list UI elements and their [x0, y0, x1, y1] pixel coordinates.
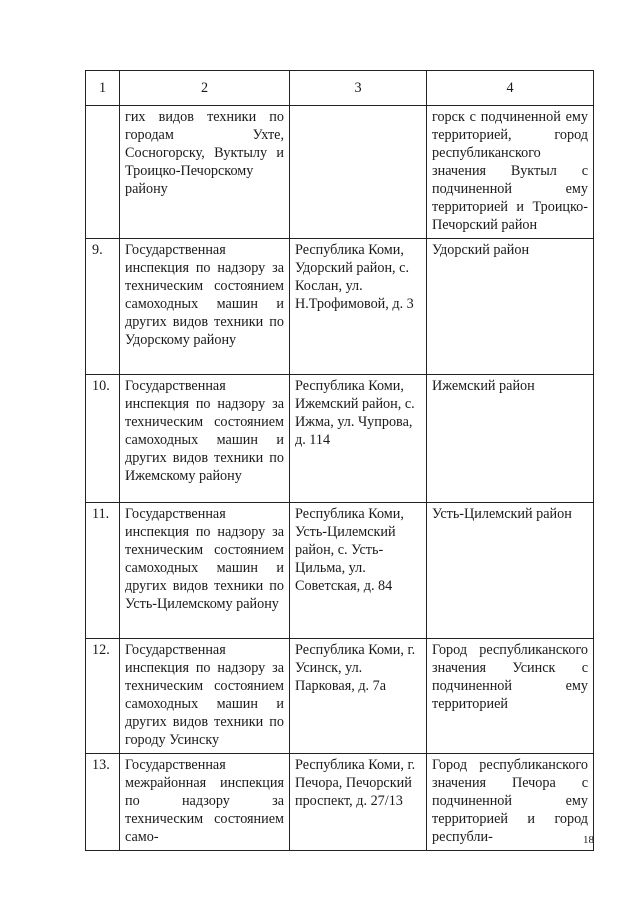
- agencies-table: [85, 70, 594, 851]
- cell-num: 10.: [86, 375, 120, 503]
- cell-num: [86, 106, 120, 239]
- cell-name: Государственная межрайонная инспекция по надзору за техническим состоянием само-: [120, 754, 290, 851]
- table-row: [86, 375, 594, 503]
- table-row: [86, 503, 594, 639]
- table-row: [86, 239, 594, 375]
- table-row: [86, 639, 594, 754]
- cell-area: горск с подчиненной ему территорией, город республиканского значения Вуктыл с подчиненной ему территорией и Троицко-Печорский район: [427, 106, 594, 239]
- cell-address: Республика Коми, Ижемский район, с. Ижма, ул. Чупрова, д. 114: [290, 375, 427, 503]
- cell-num: 9.: [86, 239, 120, 375]
- page-number: 18: [583, 834, 594, 846]
- cell-area: Усть-Цилемский район: [427, 503, 594, 639]
- table-header-row: [86, 71, 594, 106]
- header-col-3: 3: [290, 71, 427, 106]
- cell-address: [290, 106, 427, 239]
- cell-name: Государственная инспекция по надзору за техническим состоянием самоходных машин и других видов техники по Усть-Цилемскому району: [120, 503, 290, 639]
- cell-address: Республика Коми, г. Печора, Печорский проспект, д. 27/13: [290, 754, 427, 851]
- cell-address: Республика Коми, Усть-Цилемский район, с. Усть-Цильма, ул. Советская, д. 84: [290, 503, 427, 639]
- cell-address: Республика Коми, г. Усинск, ул. Парковая, д. 7а: [290, 639, 427, 754]
- table-row-continuation: [86, 106, 594, 239]
- cell-name: Государственная инспекция по надзору за техническим состоянием самоходных машин и других видов техники по Ижемскому району: [120, 375, 290, 503]
- cell-address: Республика Коми, Удорский район, с. Кослан, ул. Н.Трофимовой, д. 3: [290, 239, 427, 375]
- cell-num: 11.: [86, 503, 120, 639]
- header-col-1: 1: [86, 71, 120, 106]
- cell-num: 13.: [86, 754, 120, 851]
- cell-area: Город республиканского значения Печора с подчиненной ему территорией и город республи-: [427, 754, 594, 851]
- header-col-4: 4: [427, 71, 594, 106]
- cell-area: Ижемский район: [427, 375, 594, 503]
- table-row: [86, 754, 594, 851]
- cell-area: Город республиканского значения Усинск с подчиненной ему территорией: [427, 639, 594, 754]
- cell-name: гих видов техники по городам Ухте, Сосногорску, Вуктылу и Троицко-Печорскому району: [120, 106, 290, 239]
- cell-name: Государственная инспекция по надзору за техническим состоянием самоходных машин и других видов техники по Удорскому району: [120, 239, 290, 375]
- cell-num: 12.: [86, 639, 120, 754]
- cell-area: Удорский район: [427, 239, 594, 375]
- header-col-2: 2: [120, 71, 290, 106]
- cell-name: Государственная инспекция по надзору за техническим состоянием самоходных машин и других видов техники по городу Усинску: [120, 639, 290, 754]
